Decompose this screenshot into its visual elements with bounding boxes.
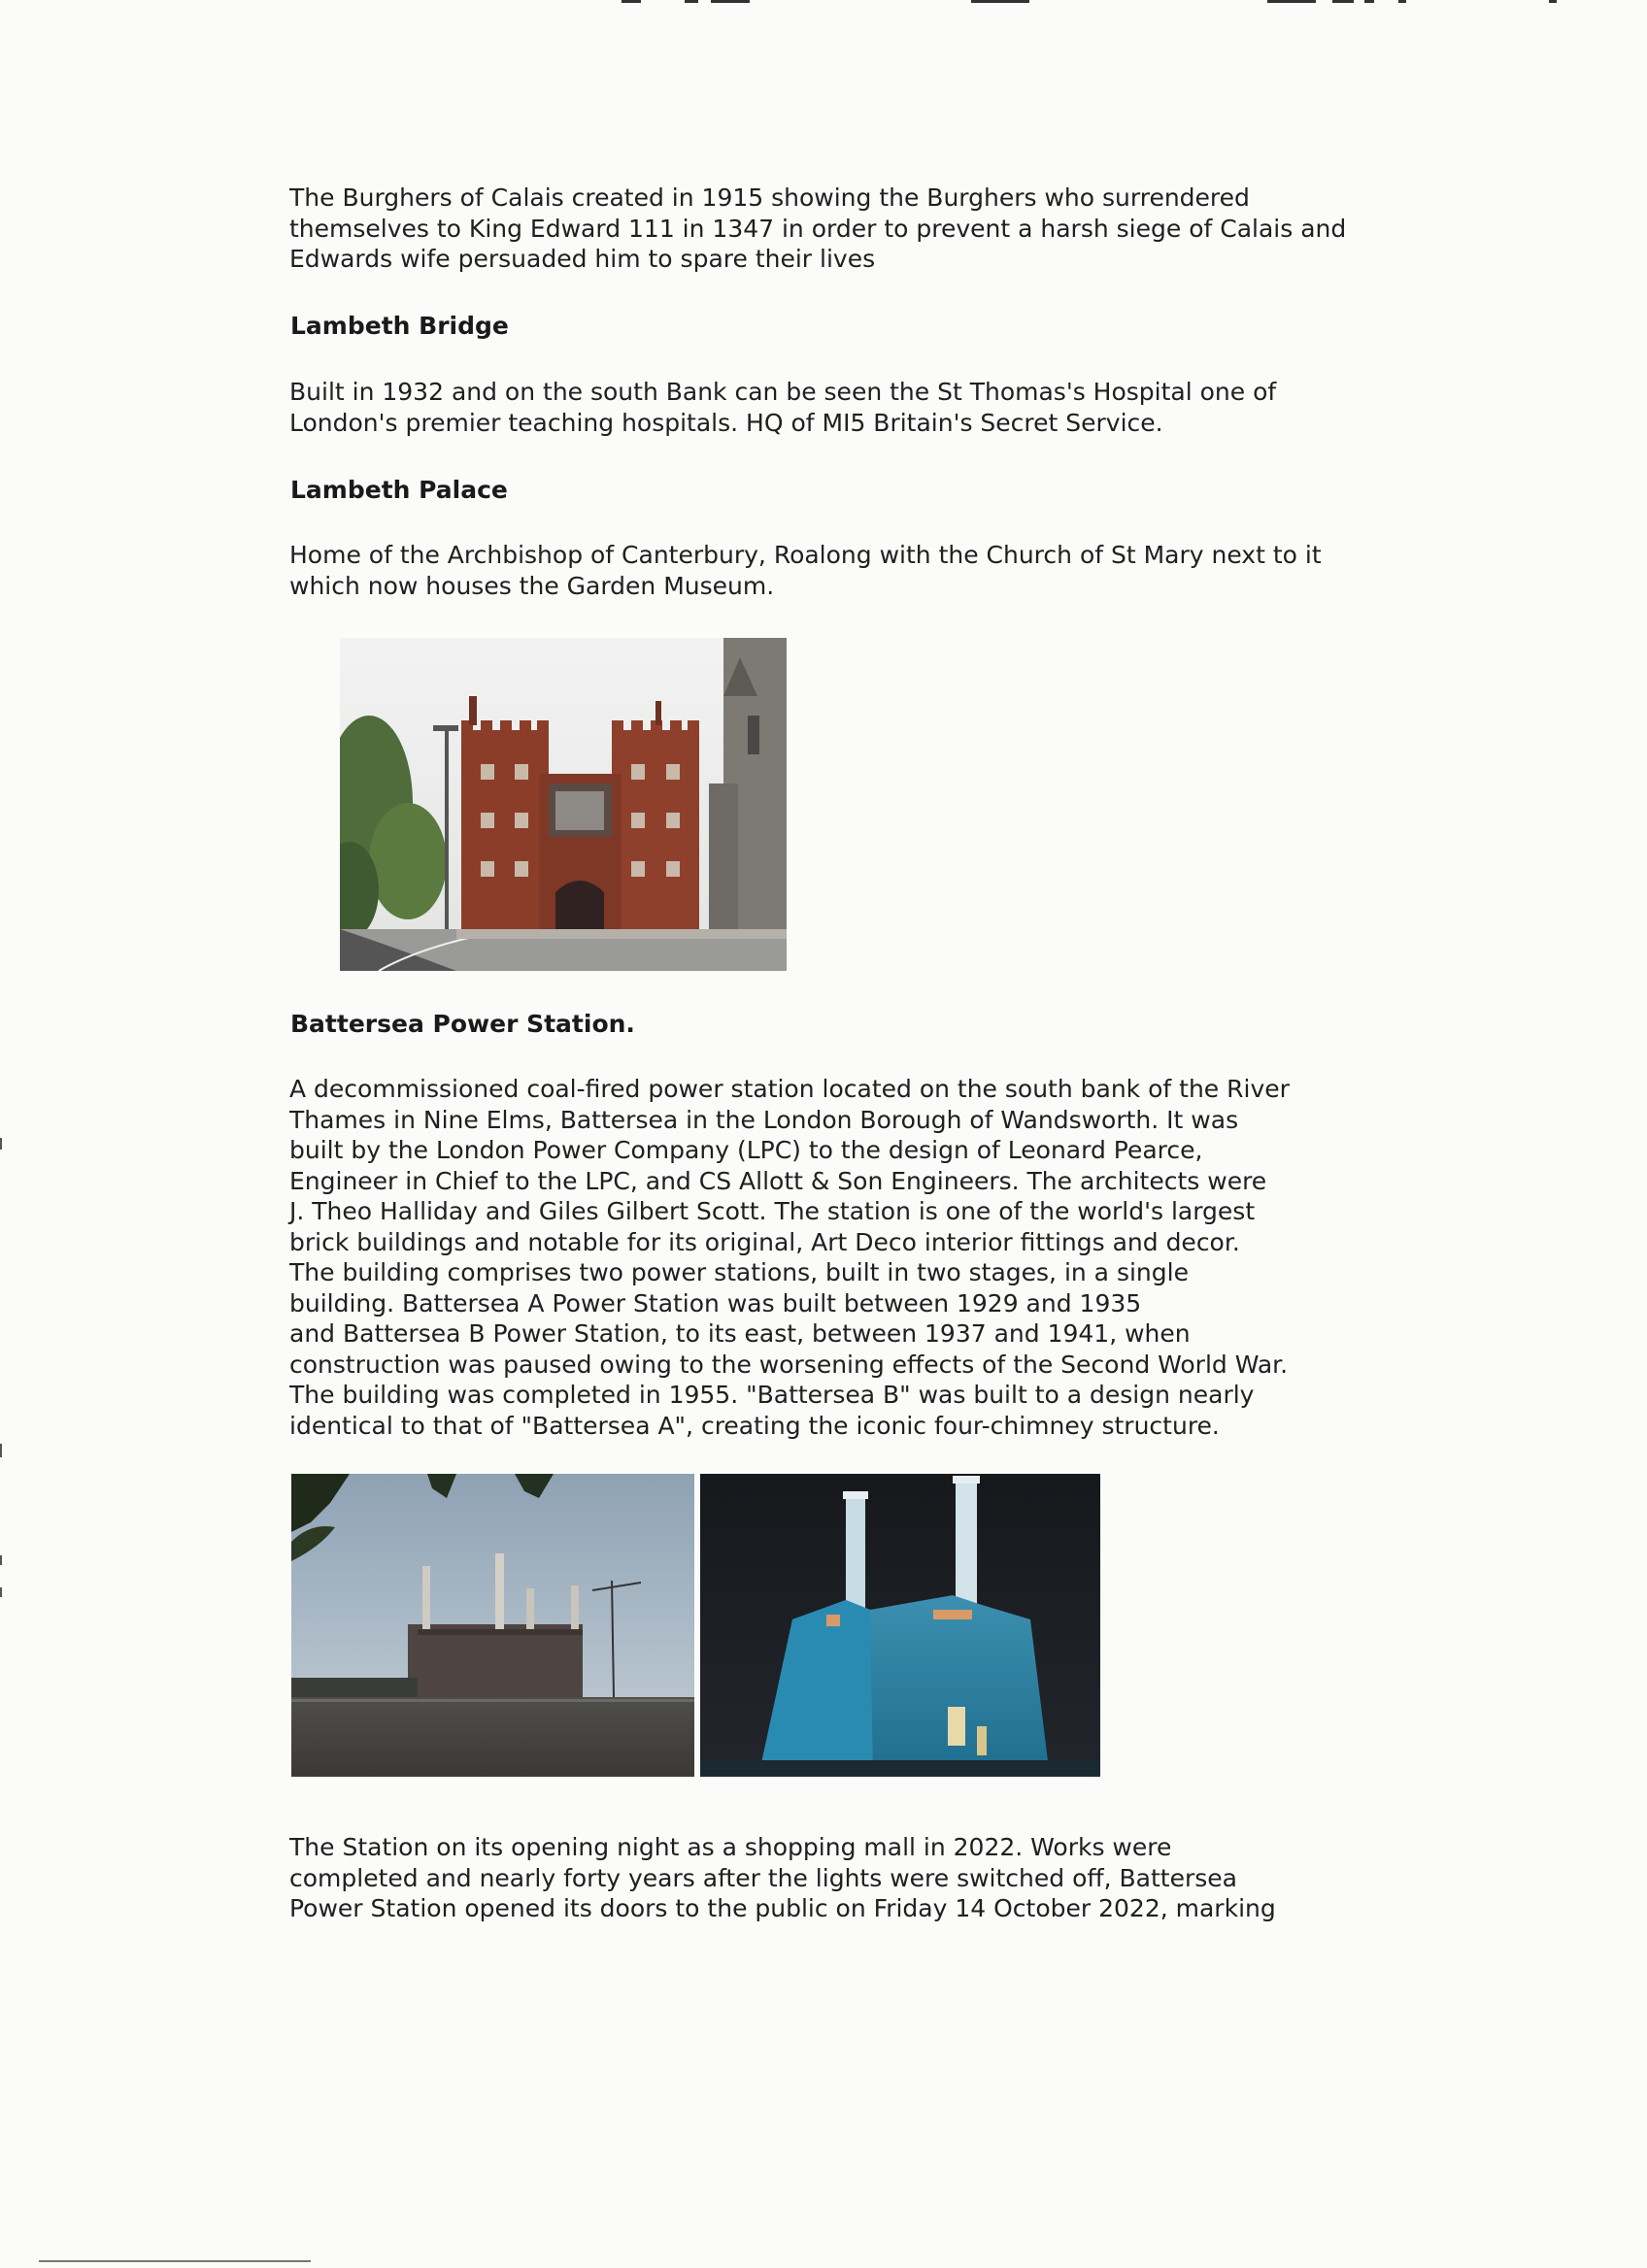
battersea-night-photo xyxy=(700,1474,1100,1777)
battersea-day-illustration xyxy=(291,1474,694,1777)
text-line: A decommissioned coal-fired power station located on the south bank of the River xyxy=(289,1075,1290,1103)
text-line: and Battersea B Power Station, to its east, between 1937 and 1941, when xyxy=(289,1319,1191,1348)
margin-mark xyxy=(0,1444,2,1457)
lambeth-palace-photo xyxy=(340,638,787,971)
battersea-night-illustration xyxy=(700,1474,1100,1777)
text-line: building. Battersea A Power Station was built between 1929 and 1935 xyxy=(289,1288,1142,1317)
lambeth-bridge-paragraph: Built in 1932 and on the south Bank can be seen the St Thomas's Hospital one of London's premier teaching hospitals. HQ of MI5 Britain's Secret Service. xyxy=(289,378,1277,437)
intro-paragraph: The Burghers of Calais created in 1915 showing the Burghers who surrendered themselves to King Edward 111 in 1347 in order to prevent a harsh siege of Calais and Edwards wife persuaded him to spare their lives xyxy=(289,183,1347,273)
text-line: The building was completed in 1955. "Battersea B" was built to a design nearly xyxy=(289,1381,1255,1409)
battersea-day-photo xyxy=(291,1474,694,1777)
text-line: brick buildings and notable for its original, Art Deco interior fittings and decor. xyxy=(289,1227,1240,1256)
text-line: built by the London Power Company (LPC) to the design of Leonard Pearce, xyxy=(289,1136,1203,1164)
text-line: The Station on its opening night as a shopping mall in 2022. Works were xyxy=(289,1833,1172,1861)
scan-bottom-edge xyxy=(39,2260,311,2262)
lambeth-palace-heading: Lambeth Palace xyxy=(290,476,508,504)
text-line: J. Theo Halliday and Giles Gilbert Scott. The station is one of the world's largest xyxy=(289,1197,1256,1225)
battersea-heading: Battersea Power Station. xyxy=(290,1010,635,1038)
text-line: Engineer in Chief to the LPC, and CS Allott & Son Engineers. The architects were xyxy=(289,1166,1267,1195)
text-line: Thames in Nine Elms, Battersea in the London Borough of Wandsworth. It was xyxy=(289,1105,1239,1134)
battersea-paragraph xyxy=(289,1074,1377,1441)
text-line: completed and nearly forty years after the lights were switched off, Battersea xyxy=(289,1863,1237,1892)
margin-mark xyxy=(0,1587,2,1597)
margin-mark xyxy=(0,1555,2,1565)
text-line: identical to that of "Battersea A", creating the iconic four-chimney structure. xyxy=(289,1411,1220,1440)
lambeth-palace-paragraph: Home of the Archbishop of Canterbury, Roalong with the Church of St Mary next to it which now houses the Garden Museum. xyxy=(289,541,1322,600)
closing-paragraph xyxy=(289,1832,1377,1924)
margin-mark xyxy=(0,1138,2,1150)
text-line: construction was paused owing to the worsening effects of the Second World War. xyxy=(289,1350,1289,1379)
text-line: The building comprises two power stations, built in two stages, in a single xyxy=(289,1258,1189,1286)
text-line: Power Station opened its doors to the public on Friday 14 October 2022, marking xyxy=(289,1894,1276,1922)
lambeth-palace-illustration xyxy=(340,638,787,971)
lambeth-bridge-heading: Lambeth Bridge xyxy=(290,312,509,340)
scan-top-edge xyxy=(0,0,1647,4)
